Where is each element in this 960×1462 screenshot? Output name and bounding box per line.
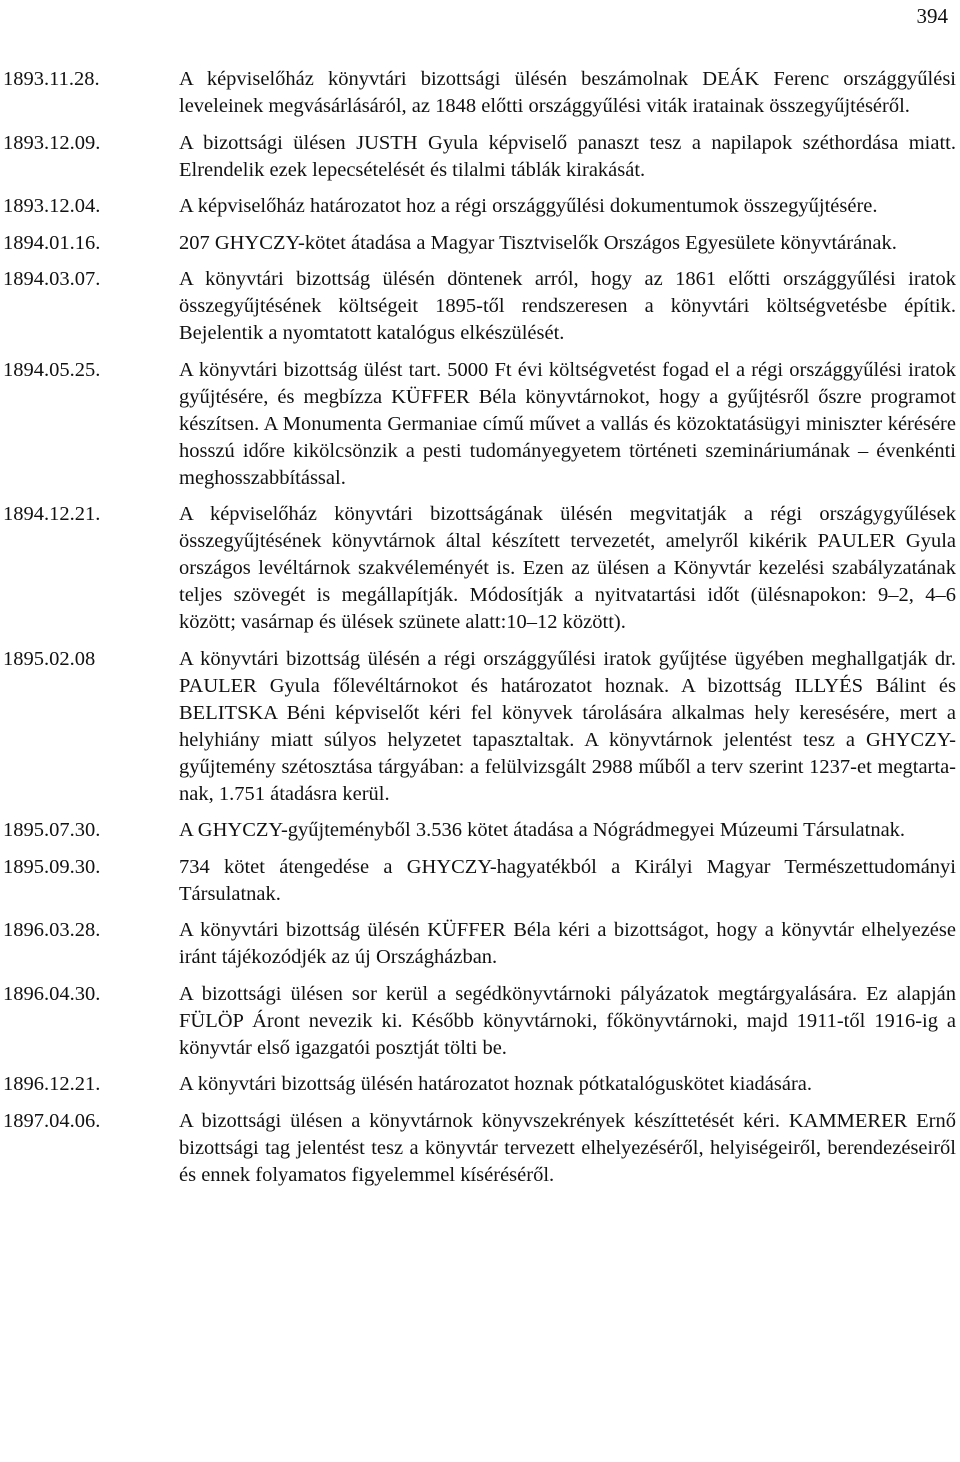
entry-date: 1894.12.21. [3, 503, 101, 525]
chronology-entry [3, 646, 956, 808]
chronology-entry [3, 66, 956, 120]
chronology-entry [3, 193, 956, 220]
entry-date: 1894.05.25. [3, 358, 101, 381]
entry-text: A bizottsági ülésen JUSTH Gyula képviselő panaszt tesz a napilapok széthordása miatt. Elrendelik ezek lepecsételését és tilalmi táblák kirakását. [179, 131, 956, 181]
chronology-entry [3, 817, 956, 844]
entry-date: 1893.12.09. [3, 131, 101, 154]
entry-text: A képviselőház könyvtári bizottságának ülésén megvitatják a régi országygyűlések összegyűjtésének könyvtárnok által készített tervezetét, amelyről kikérik PAULER Gyula országos levéltárnok szakvéleményét is. Ezen az ülésen a Könyvtár kezelési szabályzatának teljes szövegét is megállapítják. Módosítják a nyitvatartási időt (ülésnapokon: 9–2, 4–6 között; vasárnap és ülések szünete alatt:10–12 között). [179, 503, 956, 633]
chronology-entry [3, 501, 956, 636]
chronology-entry [3, 266, 956, 347]
entry-date: 1896.03.28. [3, 919, 101, 941]
entry-text: 734 kötet átengedése a GHYCZY-hagyatékból a Királyi Magyar Természettudományi Társulatnak. [179, 855, 956, 905]
chronology-list [3, 66, 956, 1198]
entry-date: 1895.07.30. [3, 819, 101, 841]
entry-date: 1893.11.28. [3, 68, 100, 90]
entry-date: 1895.09.30. [3, 855, 101, 878]
chronology-entry [3, 1071, 956, 1098]
entry-date: 1897.04.06. [3, 1109, 101, 1132]
entry-text: A képviselőház könyvtári bizottsági ülésén beszámolnak DEÁK Ferenc országgyűlési leveleinek megvásárlásáról, az 1848 előtti országgyűlési viták iratainak összegyűjtéséről. [179, 68, 956, 117]
chronology-entry [3, 981, 956, 1062]
entry-text: A képviselőház határozatot hoz a régi országgyűlési dokumentumok összegyűjtésére. [179, 195, 878, 217]
page-number: 394 [916, 4, 948, 28]
entry-text: A könyvtári bizottság ülésén döntenek arról, hogy az 1861 előtti országgyűlési iratok összegyűjtésének költségeit 1895-től rendszeresen a könyvtári költségvetésbe építik. Bejelentik a nyomtatott katalógus elkészülését. [179, 268, 956, 344]
entry-text: A könyvtári bizottság ülésén határozatot hoznak pótkatalóguskötet kiadására. [179, 1073, 813, 1095]
chronology-entry [3, 854, 956, 908]
entry-text: A könyvtári bizottság ülésén KÜFFER Béla kéri a bizottságot, hogy a könyvtár elhelyezése iránt tájékozódjék az új Országházban. [179, 919, 956, 968]
entry-text: A könyvtári bizottság ülést tart. 5000 Ft évi költségvetést fogad el a régi országgyűlési iratok gyűjtésére, és megbízza KÜFFER Béla könyvtárnokot, hogy a gyűjtésről őszre programot készítsen. A Monumenta Germaniae című művet a vallás és közoktatásügyi miniszter kérésére hosszú időre kikölcsönzik a pesti tudományegyetem történeti szemináriumának – évenkénti meghosszabbítással. [179, 358, 956, 489]
chronology-entry [3, 230, 956, 257]
chronology-entry [3, 130, 956, 184]
entry-date: 1894.03.07. [3, 268, 101, 290]
entry-date: 1894.01.16. [3, 231, 101, 254]
entry-text: 207 GHYCZY-kötet átadása a Magyar Tisztviselők Országos Egyesülete könyvtárának. [179, 231, 897, 254]
entry-date: 1896.12.21. [3, 1073, 101, 1095]
entry-text: A könyvtári bizottság ülésén a régi országgyűlési iratok gyűjtése ügyében meghallgatják dr. PAULER Gyula főlevéltárnokot és határozatot hoznak. A bizottság ILLYÉS Bálint és BELITSKA Béni képviselőt kéri fel könyvek tárolására alkalmas hely keresésére, mert a helyhiány miatt súlyos helyzetet tapasztaltak. A könyvtárnok jelentést tesz a GHYCZY-gyűjtemény szétosztása tárgyában: a felülvizsgált 2988 műből a terv szerint 1237-et megtartanak, 1.751 átadásra kerül. [179, 647, 956, 805]
entry-date: 1895.02.08 [3, 647, 96, 670]
entry-text: A bizottsági ülésen sor kerül a segédkönyvtárnoki pályázatok megtárgyalására. Ez alapján FÜLÖP Áront nevezik ki. Később könyvtárnoki, főkönyvtárnoki, majd 1911-től 1916-ig a könyvtár első igazgatói posztját tölti be. [179, 982, 956, 1059]
entry-text: A GHYCZY-gyűjteményből 3.536 kötet átadása a Nógrádmegyei Múzeumi Társulatnak. [179, 819, 906, 841]
entry-text: A bizottsági ülésen a könyvtárnok könyvszekrények készíttetését kéri. KAMMERER Ernő bizottsági tag jelentést tesz a könyvtár tervezett elhelyezéséről, helyiségeiről, berendezéseiről és ennek folyamatos figyelemmel kíséréséről. [179, 1109, 956, 1186]
chronology-entry [3, 1108, 956, 1189]
chronology-entry [3, 917, 956, 971]
entry-date: 1893.12.04. [3, 195, 101, 217]
entry-date: 1896.04.30. [3, 982, 101, 1005]
chronology-entry [3, 357, 956, 492]
